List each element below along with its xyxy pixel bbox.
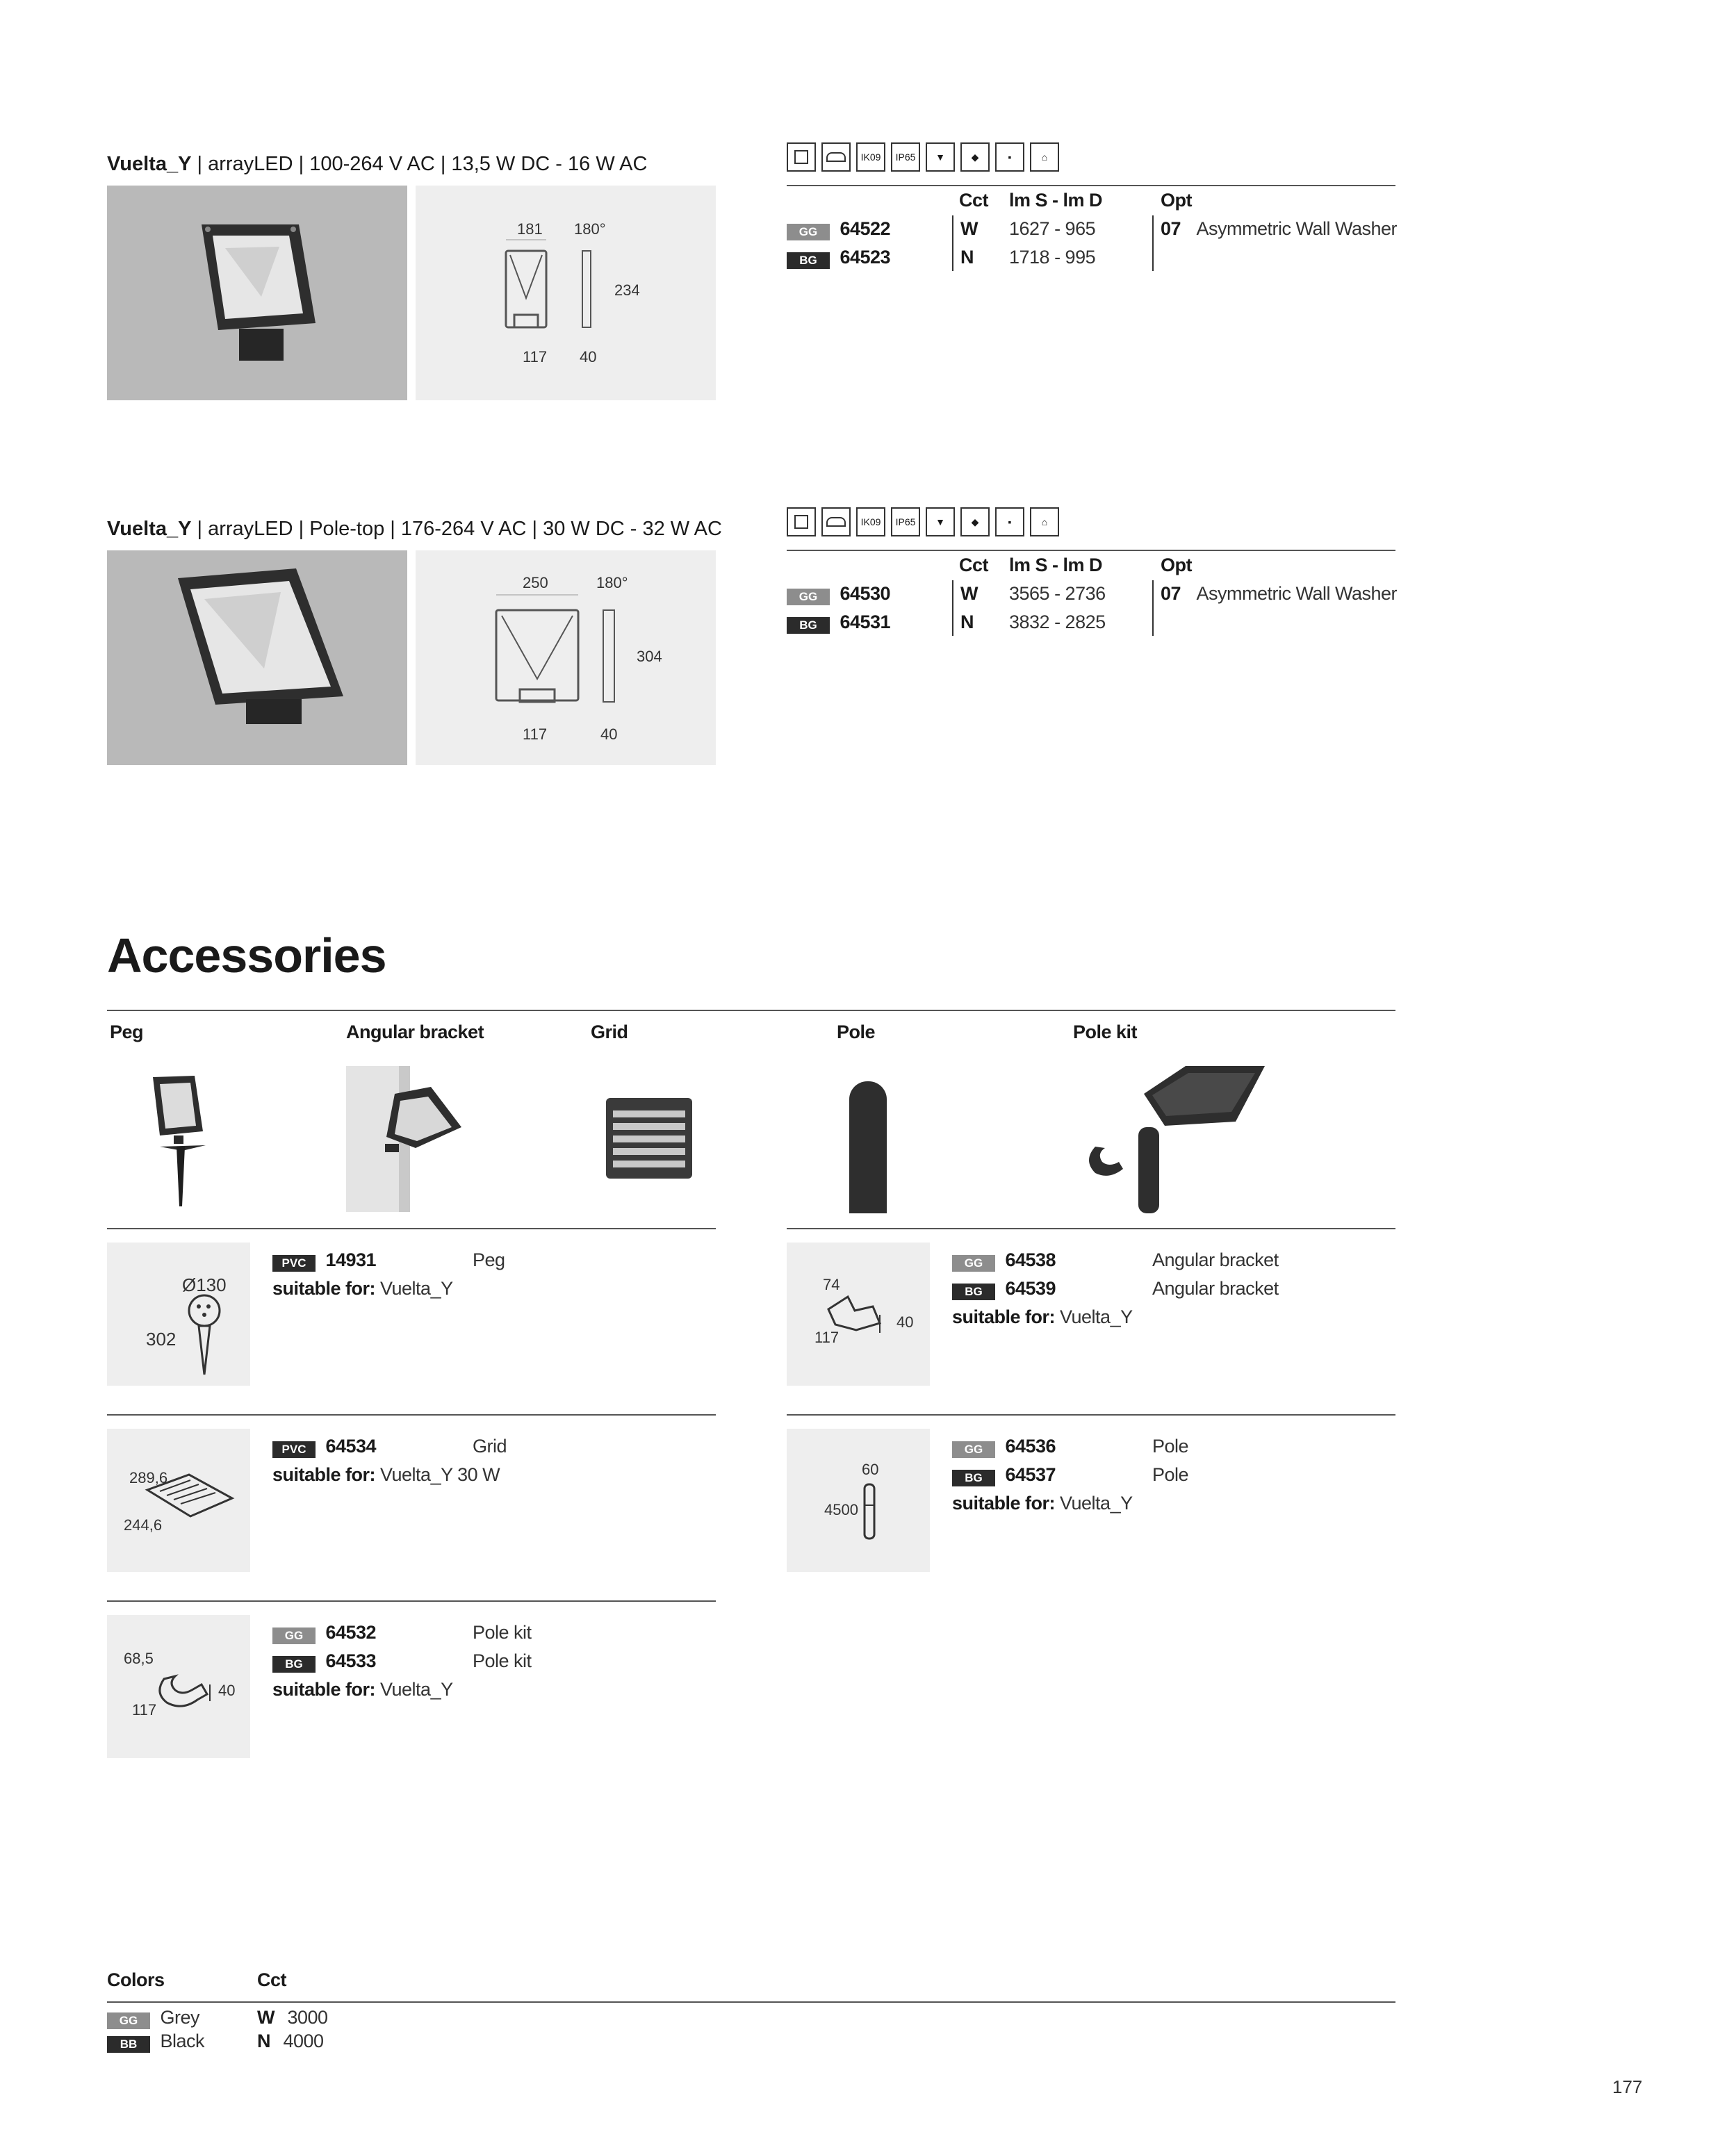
optic-code: 07 (1161, 583, 1181, 604)
accessory-code: 64533 (325, 1650, 377, 1671)
dim-angle: 180° (596, 574, 628, 591)
color-badge: BG (952, 1470, 995, 1486)
outdoor-house-icon: ⌂ (1030, 142, 1059, 172)
table-row (787, 612, 890, 634)
optic-label: Asymmetric Wall Washer (1196, 583, 1398, 604)
accessory-code: 64537 (1005, 1464, 1056, 1485)
color-badge: GG (272, 1628, 316, 1644)
dim-length: 117 (814, 1329, 840, 1346)
lumen-value: 1718 - 995 (1009, 247, 1096, 268)
suitable-for (272, 1679, 453, 1700)
divider (107, 1010, 1395, 1011)
cct-kelvin: 3000 (287, 2007, 328, 2028)
column-pole: Pole (837, 1022, 876, 1042)
class-ii-icon (787, 142, 816, 172)
dim-depth-1: 117 (523, 348, 548, 366)
suitable-value: Vuelta_Y (1055, 1493, 1133, 1514)
product-code: 64522 (840, 218, 891, 239)
divider (787, 550, 1395, 551)
accessory-label: Angular bracket (1152, 1278, 1279, 1299)
legend-color-item (107, 2007, 199, 2029)
cct-code: N (257, 2031, 270, 2051)
optic-option (1161, 218, 1397, 240)
color-badge: BG (787, 252, 830, 269)
angular-bracket-image (346, 1066, 471, 1212)
accessory-label: Grid (473, 1436, 507, 1457)
outdoor-house-icon: ⌂ (1030, 507, 1059, 536)
suitable-for (952, 1306, 1133, 1328)
suitable-label: suitable for: (272, 1278, 376, 1299)
dim-length: 117 (132, 1701, 157, 1719)
dim-diameter: 60 (862, 1461, 879, 1478)
list-item (272, 1436, 376, 1458)
cct-value: W (960, 218, 978, 239)
dim-depth: 40 (896, 1313, 914, 1331)
color-badge: GG (787, 589, 830, 605)
product-photo (107, 550, 407, 765)
dim-width: 68,5 (124, 1650, 154, 1667)
legend-cct-item (257, 2031, 324, 2052)
color-badge: GG (107, 2012, 150, 2029)
accessory-label: Angular bracket (1152, 1249, 1279, 1270)
suitable-label: suitable for: (952, 1306, 1056, 1327)
lumen-value: 3565 - 2736 (1009, 583, 1106, 604)
product-code: 64531 (840, 612, 891, 632)
dim-height: 304 (637, 648, 662, 665)
header-opt: Opt (1161, 190, 1192, 211)
light-distribution-icon: ▼ (926, 507, 955, 536)
suitable-value: Vuelta_Y (375, 1278, 453, 1299)
divider (787, 1414, 1395, 1416)
list-item (952, 1464, 1056, 1486)
material-badge: PVC (272, 1441, 316, 1458)
dim-height: 234 (614, 281, 640, 299)
color-name: Grey (160, 2007, 199, 2028)
material-badge: PVC (272, 1255, 316, 1272)
dim-angle: 180° (574, 220, 606, 238)
dim-length: 4500 (824, 1501, 858, 1518)
header-lm: lm S - lm D (1009, 190, 1103, 211)
suitable-label: suitable for: (272, 1679, 376, 1700)
divider (1152, 580, 1154, 636)
ip65-icon: IP65 (891, 507, 920, 536)
divider (787, 185, 1395, 186)
divider (952, 215, 953, 271)
product-title (107, 153, 647, 176)
dim-width: 181 (517, 220, 543, 238)
column-pole-kit: Pole kit (1073, 1022, 1138, 1042)
optic-option (1161, 583, 1397, 605)
legend-color-item (107, 2031, 204, 2053)
cct-value: N (960, 612, 974, 632)
section-title: Accessories (107, 928, 386, 983)
divider (1152, 215, 1154, 271)
suitable-value: Vuelta_Y (375, 1679, 453, 1700)
product-photo (107, 186, 407, 400)
accessory-label: Pole (1152, 1464, 1189, 1485)
cct-value: W (960, 583, 978, 604)
table-row (787, 247, 890, 269)
accessory-code: 64536 (1005, 1436, 1056, 1457)
accessory-code: 14931 (325, 1249, 377, 1270)
dim-depth-1: 117 (523, 725, 548, 743)
dim-depth: 40 (218, 1682, 236, 1699)
pole-dimension-drawing (787, 1429, 930, 1572)
dim-width: 250 (523, 574, 548, 591)
corner-icon: ▪ (995, 142, 1024, 172)
product-code: 64523 (840, 247, 891, 268)
angular-bracket-dimension-drawing (787, 1243, 930, 1386)
product-name: Vuelta_Y (107, 153, 192, 175)
header-opt: Opt (1161, 555, 1192, 575)
dim-width: 74 (823, 1276, 840, 1293)
peg-image (139, 1070, 222, 1209)
divider (107, 2001, 1395, 2003)
accessory-code: 64534 (325, 1436, 377, 1457)
suitable-for (952, 1493, 1133, 1514)
color-badge: BG (272, 1656, 316, 1673)
corner-icon: ▪ (995, 507, 1024, 536)
accessory-label: Peg (473, 1249, 505, 1270)
legend-cct-item (257, 2007, 328, 2028)
dim-depth-2: 40 (600, 725, 618, 743)
header-cct: Cct (959, 555, 989, 575)
suitable-label: suitable for: (952, 1493, 1056, 1514)
color-badge: GG (952, 1255, 995, 1272)
color-badge: BG (952, 1284, 995, 1300)
divider (107, 1600, 716, 1602)
feature-icons (787, 142, 1059, 172)
color-badge: GG (952, 1441, 995, 1458)
pole-kit-image (1077, 1063, 1272, 1213)
divider (787, 1228, 1395, 1229)
page-number: 177 (1612, 2076, 1643, 2097)
table-row (787, 218, 890, 240)
ik09-icon: IK09 (856, 507, 885, 536)
list-item (952, 1278, 1056, 1300)
color-badge: BG (787, 617, 830, 634)
column-grid: Grid (591, 1022, 628, 1042)
ip65-icon: IP65 (891, 142, 920, 172)
cct-value: N (960, 247, 974, 268)
column-peg: Peg (110, 1022, 144, 1042)
suitable-value: Vuelta_Y (1055, 1306, 1133, 1327)
cct-kelvin: 4000 (283, 2031, 324, 2051)
product-title (107, 518, 722, 541)
product-spec: | arrayLED | Pole-top | 176-264 V AC | 30 W DC - 32 W AC (191, 518, 722, 540)
surface-mount-icon (821, 507, 851, 536)
product-name: Vuelta_Y (107, 518, 192, 540)
divider (952, 580, 953, 636)
accessory-label: Pole (1152, 1436, 1189, 1457)
class-ii-icon (787, 507, 816, 536)
dim-length: 302 (146, 1329, 177, 1350)
dim-diameter: Ø130 (182, 1274, 227, 1295)
product-code: 64530 (840, 583, 891, 604)
color-name: Black (160, 2031, 204, 2051)
surface-mount-icon (821, 142, 851, 172)
pole-image (845, 1081, 891, 1213)
list-item (952, 1249, 1056, 1272)
dim-depth-2: 40 (580, 348, 597, 366)
accessory-code: 64538 (1005, 1249, 1056, 1270)
suitable-value: Vuelta_Y 30 W (375, 1464, 500, 1485)
pole-kit-dimension-drawing (107, 1615, 250, 1758)
legend-cct-title: Cct (257, 1969, 287, 1990)
light-distribution-icon: ▼ (926, 142, 955, 172)
list-item (272, 1650, 376, 1673)
grid-dimension-drawing (107, 1429, 250, 1572)
feature-icons (787, 507, 1059, 536)
list-item (272, 1249, 376, 1272)
accessory-label: Pole kit (473, 1650, 532, 1671)
header-lm: lm S - lm D (1009, 555, 1103, 575)
dimension-drawing (416, 550, 716, 765)
suitable-for (272, 1278, 453, 1300)
lumen-value: 1627 - 965 (1009, 218, 1096, 239)
header-cct: Cct (959, 190, 989, 211)
lumen-value: 3832 - 2825 (1009, 612, 1106, 632)
accessory-label: Pole kit (473, 1622, 532, 1643)
column-angular-bracket: Angular bracket (346, 1022, 484, 1042)
suitable-label: suitable for: (272, 1464, 376, 1485)
divider (107, 1228, 716, 1229)
grid-image (602, 1095, 696, 1183)
color-badge: BB (107, 2036, 150, 2053)
list-item (272, 1622, 376, 1644)
peg-dimension-drawing (107, 1243, 250, 1386)
optic-code: 07 (1161, 218, 1181, 239)
suitable-for (272, 1464, 500, 1486)
cct-code: W (257, 2007, 275, 2028)
wall-washer-icon: ◆ (960, 142, 990, 172)
product-spec: | arrayLED | 100-264 V AC | 13,5 W DC - 16 W AC (191, 153, 648, 175)
optic-label: Asymmetric Wall Washer (1196, 218, 1398, 239)
dim-width: 289,6 (129, 1469, 168, 1486)
divider (107, 1414, 716, 1416)
ik09-icon: IK09 (856, 142, 885, 172)
list-item (952, 1436, 1056, 1458)
color-badge: GG (787, 224, 830, 240)
legend-colors-title: Colors (107, 1969, 165, 1990)
dimension-drawing (416, 186, 716, 400)
accessory-code: 64532 (325, 1622, 377, 1643)
dim-depth: 244,6 (124, 1516, 163, 1534)
accessory-code: 64539 (1005, 1278, 1056, 1299)
wall-washer-icon: ◆ (960, 507, 990, 536)
table-row (787, 583, 890, 605)
